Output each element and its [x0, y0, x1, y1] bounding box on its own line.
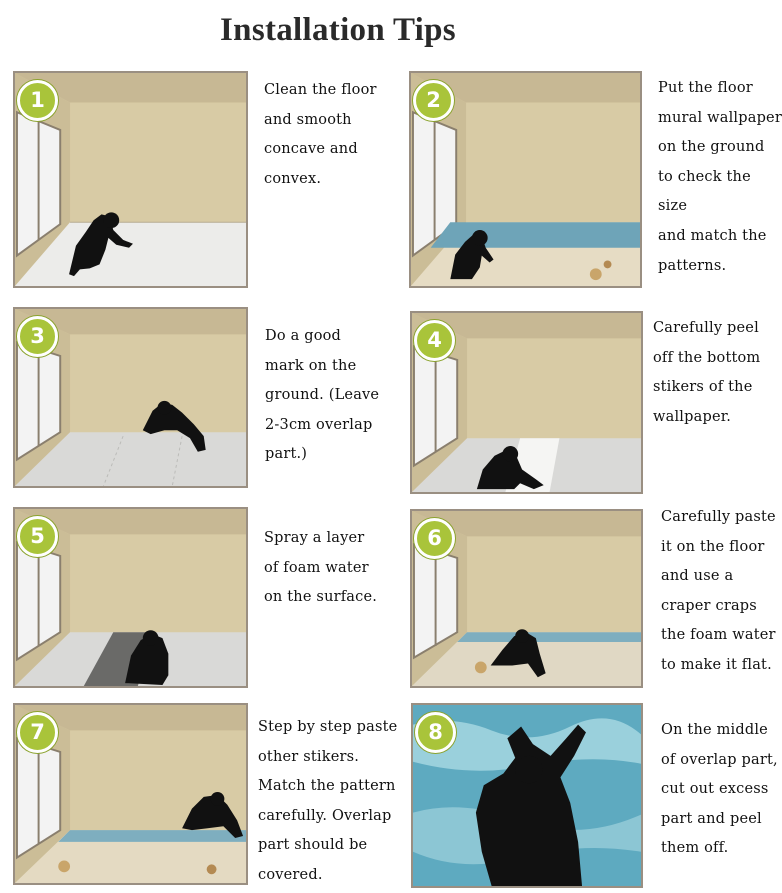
step-8-badge: 8	[415, 712, 456, 753]
step-4-illustration	[410, 311, 643, 494]
step-3-text: Do a good mark on the ground. (Leave 2-3cm overlap part.)	[265, 328, 380, 463]
step-4-text: Carefully peel off the bottom stikers of the wallpaper.	[653, 320, 761, 425]
step-7-illustration	[13, 703, 248, 885]
step-5-badge: 5	[17, 516, 58, 557]
step-8-illustration	[411, 703, 643, 888]
step-1-badge: 1	[17, 80, 58, 121]
step-6-badge: 6	[414, 518, 455, 559]
step-3-badge: 3	[17, 316, 58, 357]
step-5-text: Spray a layer of foam water on the surface.	[264, 530, 378, 606]
step-1-text: Clean the floor and smooth concave and convex.	[264, 82, 377, 187]
step-2-illustration	[409, 71, 642, 288]
step-8-text: On the middle of overlap part, cut out excess part and peel them off.	[661, 722, 778, 857]
step-3-illustration	[13, 307, 248, 488]
page-title: Installation Tips	[220, 12, 456, 48]
step-7-badge: 7	[17, 712, 58, 753]
step-2-badge: 2	[413, 80, 454, 121]
step-1-illustration	[13, 71, 248, 288]
step-6-illustration	[410, 509, 643, 688]
step-4-badge: 4	[414, 320, 455, 361]
step-7-text: Step by step paste other stikers. Match the pattern carefully. Overlap part should be covered.	[258, 719, 398, 883]
step-5-illustration	[13, 507, 248, 688]
step-2-text: Put the floor mural wallpaper on the ground to check the size and match the patterns.	[658, 80, 782, 274]
step-6-text: Carefully paste it on the floor and use a craper craps the foam water to make it flat.	[661, 509, 776, 673]
